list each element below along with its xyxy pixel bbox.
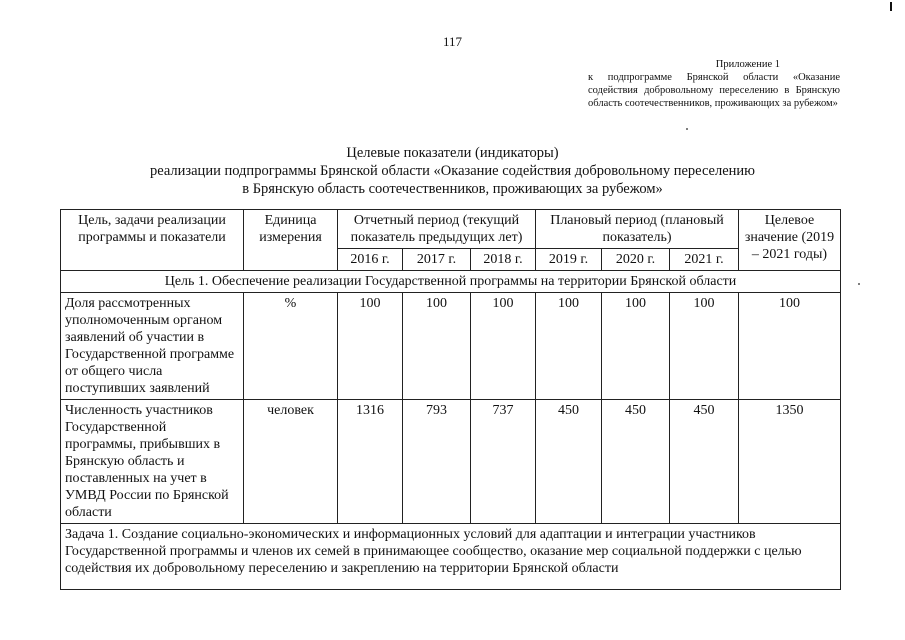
indicator-value: 100 (471, 293, 536, 400)
indicator-value: 100 (338, 293, 403, 400)
header-reporting-period: Отчетный период (текущий показатель предыдущих лет) (338, 210, 536, 249)
indicator-unit: человек (244, 400, 338, 524)
indicator-value: 737 (471, 400, 536, 524)
year-header: 2016 г. (338, 249, 403, 271)
indicator-value: 100 (670, 293, 739, 400)
table-header-row (61, 210, 841, 249)
indicators-table (60, 209, 841, 590)
scan-speck (858, 283, 860, 285)
year-header: 2018 г. (471, 249, 536, 271)
indicator-target: 1350 (739, 400, 841, 524)
indicator-target: 100 (739, 293, 841, 400)
indicator-value: 793 (403, 400, 471, 524)
header-planned-period: Плановый период (плановый показатель) (536, 210, 739, 249)
page-number: 117 (442, 34, 463, 49)
indicator-value: 450 (536, 400, 602, 524)
appendix-text: к подпрограмме Брянской области «Оказание содействия добровольному переселению в Брянскую область соотечественников, проживающих за рубежом» (588, 72, 840, 109)
year-header: 2019 г. (536, 249, 602, 271)
indicator-value: 1316 (338, 400, 403, 524)
header-goal: Цель, задачи реализации программы и показатели (61, 210, 244, 271)
document-title (0, 144, 905, 198)
year-header: 2021 г. (670, 249, 739, 271)
task-text: Задача 1. Создание социально-экономических и информационных условий для адаптации и интеграции участников Государственной программы и членов их семей в принимающее сообщество, оказание мер социальной поддержки с целью содействия их добровольному переселению и закреплению на территории Брянской области (61, 524, 841, 590)
indicator-name: Численность участников Государственной программы, прибывших в Брянскую область и поставленных на учет в УМВД России по Брянской области (61, 400, 244, 524)
year-header: 2017 г. (403, 249, 471, 271)
header-unit: Единица измерения (244, 210, 338, 271)
title-line-3: в Брянскую область соотечественников, проживающих за рубежом» (242, 181, 663, 197)
scan-speck (686, 128, 688, 130)
appendix-note (588, 58, 840, 110)
goal-row (61, 271, 841, 293)
task-row (61, 524, 841, 590)
indicator-value: 100 (403, 293, 471, 400)
header-target-value: Целевое значение (2019 – 2021 годы) (739, 210, 841, 271)
title-line-1: Целевые показатели (индикаторы) (346, 145, 559, 161)
indicator-value: 450 (602, 400, 670, 524)
table-row (61, 400, 841, 524)
indicator-name: Доля рассмотренных уполномоченным органом заявлений об участии в Государственной программе от общего числа поступивших заявлений (61, 293, 244, 400)
table-row (61, 293, 841, 400)
indicator-value: 450 (670, 400, 739, 524)
appendix-heading: Приложение 1 (715, 59, 780, 70)
goal-text: Цель 1. Обеспечение реализации Государственной программы на территории Брянской области (61, 271, 841, 293)
title-line-2: реализации подпрограммы Брянской области «Оказание содействия добровольному переселению (149, 163, 756, 179)
indicator-value: 100 (536, 293, 602, 400)
scan-edge-mark (890, 2, 892, 11)
year-header: 2020 г. (602, 249, 670, 271)
indicator-unit: % (244, 293, 338, 400)
indicator-value: 100 (602, 293, 670, 400)
